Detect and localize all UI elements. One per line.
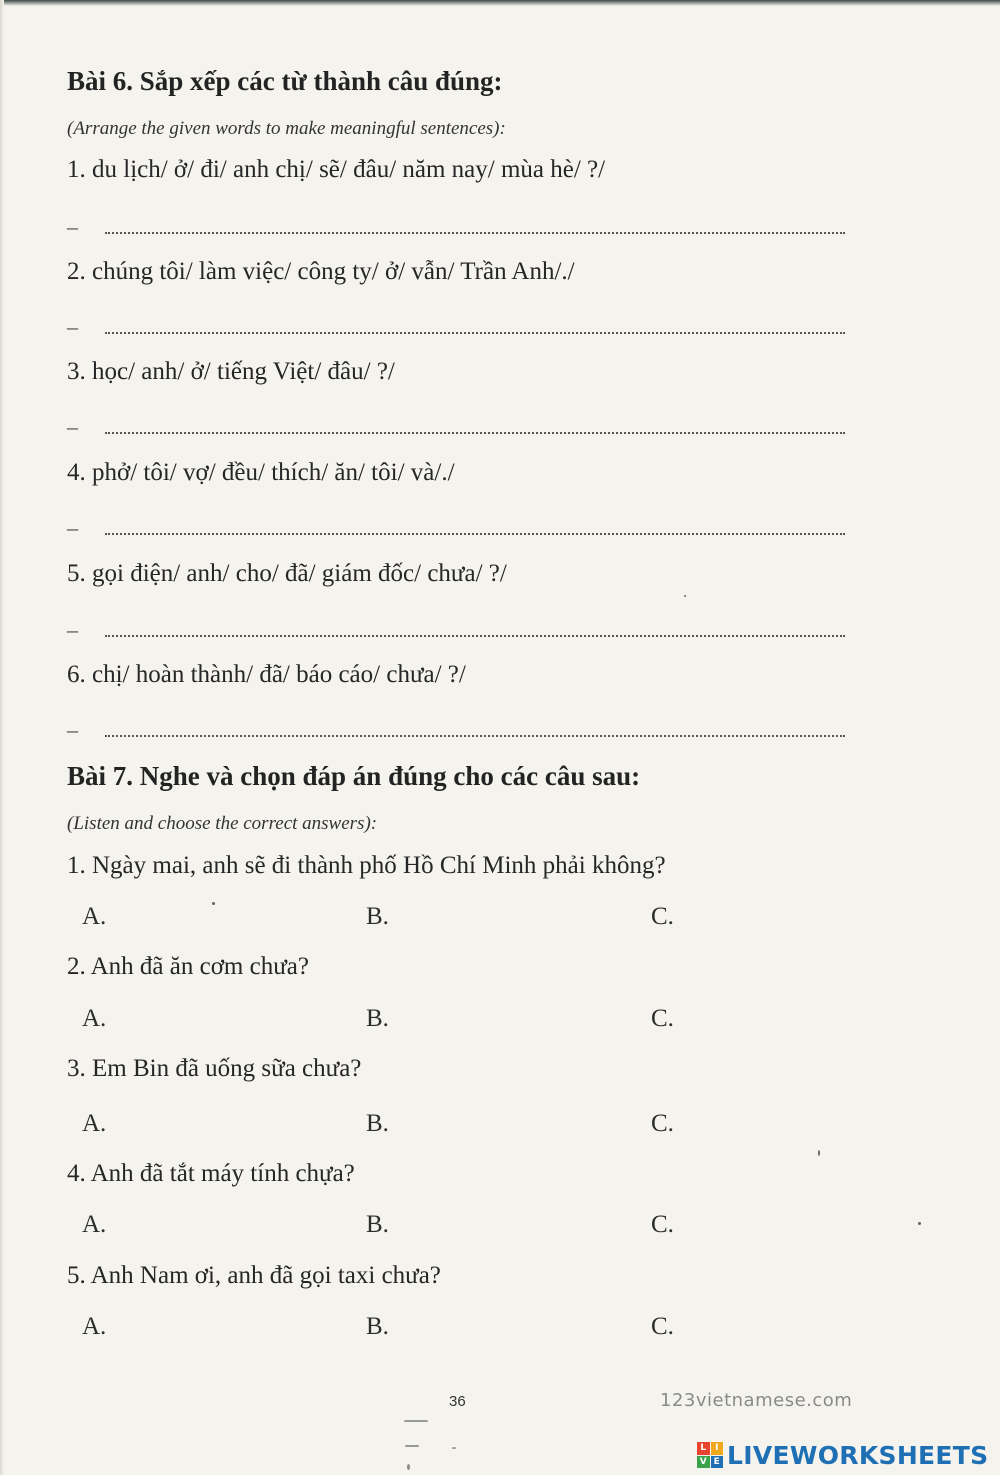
scan-speck: [452, 1447, 456, 1449]
option-c[interactable]: C.: [651, 1005, 674, 1032]
scan-speck: [405, 1445, 419, 1447]
option-a[interactable]: A.: [82, 1211, 107, 1238]
dotted-line: [105, 533, 845, 535]
exercise-7-title: Bài 7. Nghe và chọn đáp án đúng cho các câu sau:: [67, 761, 641, 791]
answer-line-3[interactable]: [67, 414, 845, 438]
dotted-line: [105, 232, 845, 234]
option-b[interactable]: B.: [366, 1313, 389, 1340]
answer-dash: –: [67, 414, 78, 439]
option-b[interactable]: B.: [366, 1110, 389, 1137]
exercise-7-question-3: 3. Em Bin đã uống sữa chưa?: [67, 1055, 362, 1082]
option-c[interactable]: C.: [651, 1211, 674, 1238]
site-watermark: 123vietnamese.com: [660, 1390, 853, 1411]
option-c[interactable]: C.: [651, 1110, 674, 1137]
option-b[interactable]: B.: [366, 1211, 389, 1238]
logo-letter: E: [711, 1456, 724, 1469]
answer-line-2[interactable]: [67, 314, 845, 338]
answer-dash: –: [67, 314, 78, 339]
answer-dash: –: [67, 214, 78, 239]
scan-speck: [918, 1222, 921, 1225]
exercise-6-item-3: 3. học/ anh/ ở/ tiếng Việt/ đâu/ ?/: [67, 358, 395, 385]
exercise-6-item-2: 2. chúng tôi/ làm việc/ công ty/ ở/ vẫn/ Trần Anh/./: [67, 258, 575, 285]
scan-speck: [818, 1150, 820, 1156]
logo-letter: V: [697, 1456, 710, 1469]
exercise-6-item-1: 1. du lịch/ ở/ đi/ anh chị/ sẽ/ đâu/ năm nay/ mùa hè/ ?/: [67, 156, 606, 183]
exercise-6-item-5: 5. gọi điện/ anh/ cho/ đã/ giám đốc/ chưa/ ?/: [67, 560, 507, 587]
brand-name: LIVEWORKSHEETS: [727, 1440, 989, 1470]
answer-line-4[interactable]: [67, 515, 845, 539]
liveworksheets-logo-icon: [697, 1442, 723, 1468]
dotted-line: [105, 635, 845, 637]
option-c[interactable]: C.: [651, 1313, 674, 1340]
option-a[interactable]: A.: [82, 1110, 107, 1137]
exercise-7-question-4: 4. Anh đã tắt máy tính chựa?: [67, 1160, 355, 1187]
exercise-7-subtitle: (Listen and choose the correct answers):: [67, 813, 378, 834]
scan-edge-top: [0, 0, 1000, 6]
option-b[interactable]: B.: [366, 1005, 389, 1032]
liveworksheets-brand[interactable]: [697, 1440, 988, 1470]
exercise-7-question-2: 2. Anh đã ăn cơm chưa?: [67, 953, 309, 980]
exercise-7-question-5: 5. Anh Nam ơi, anh đã gọi taxi chưa?: [67, 1262, 441, 1289]
dotted-line: [105, 432, 845, 434]
exercise-6-item-4: 4. phở/ tôi/ vợ/ đều/ thích/ ăn/ tôi/ và/./: [67, 459, 455, 486]
dotted-line: [105, 735, 845, 737]
exercise-6-title: Bài 6. Sắp xếp các từ thành câu đúng:: [67, 66, 503, 96]
option-a[interactable]: A.: [82, 1313, 107, 1340]
exercise-6-item-6: 6. chị/ hoàn thành/ đã/ báo cáo/ chưa/ ?/: [67, 661, 466, 688]
exercise-6-subtitle: (Arrange the given words to make meaningful sentences):: [67, 118, 506, 139]
logo-letter: I: [711, 1442, 724, 1455]
scan-speck: [404, 1420, 428, 1422]
exercise-7-question-1: 1. Ngày mai, anh sẽ đi thành phố Hồ Chí Minh phải không?: [67, 852, 666, 879]
page-number: 36: [449, 1393, 466, 1410]
answer-dash: –: [67, 617, 78, 642]
answer-dash: –: [67, 515, 78, 540]
answer-line-1[interactable]: [67, 214, 845, 238]
answer-dash: –: [67, 717, 78, 742]
dotted-line: [105, 332, 845, 334]
answer-line-5[interactable]: [67, 617, 845, 641]
answer-line-6[interactable]: [67, 717, 845, 741]
scan-edge-left: [0, 0, 4, 1475]
scan-speck: [684, 595, 686, 597]
scan-speck: [407, 1464, 410, 1470]
logo-letter: L: [697, 1442, 710, 1455]
option-b[interactable]: B.: [366, 903, 389, 930]
option-a[interactable]: A.: [82, 903, 107, 930]
option-c[interactable]: C.: [651, 903, 674, 930]
scan-speck: [212, 902, 215, 905]
option-a[interactable]: A.: [82, 1005, 107, 1032]
